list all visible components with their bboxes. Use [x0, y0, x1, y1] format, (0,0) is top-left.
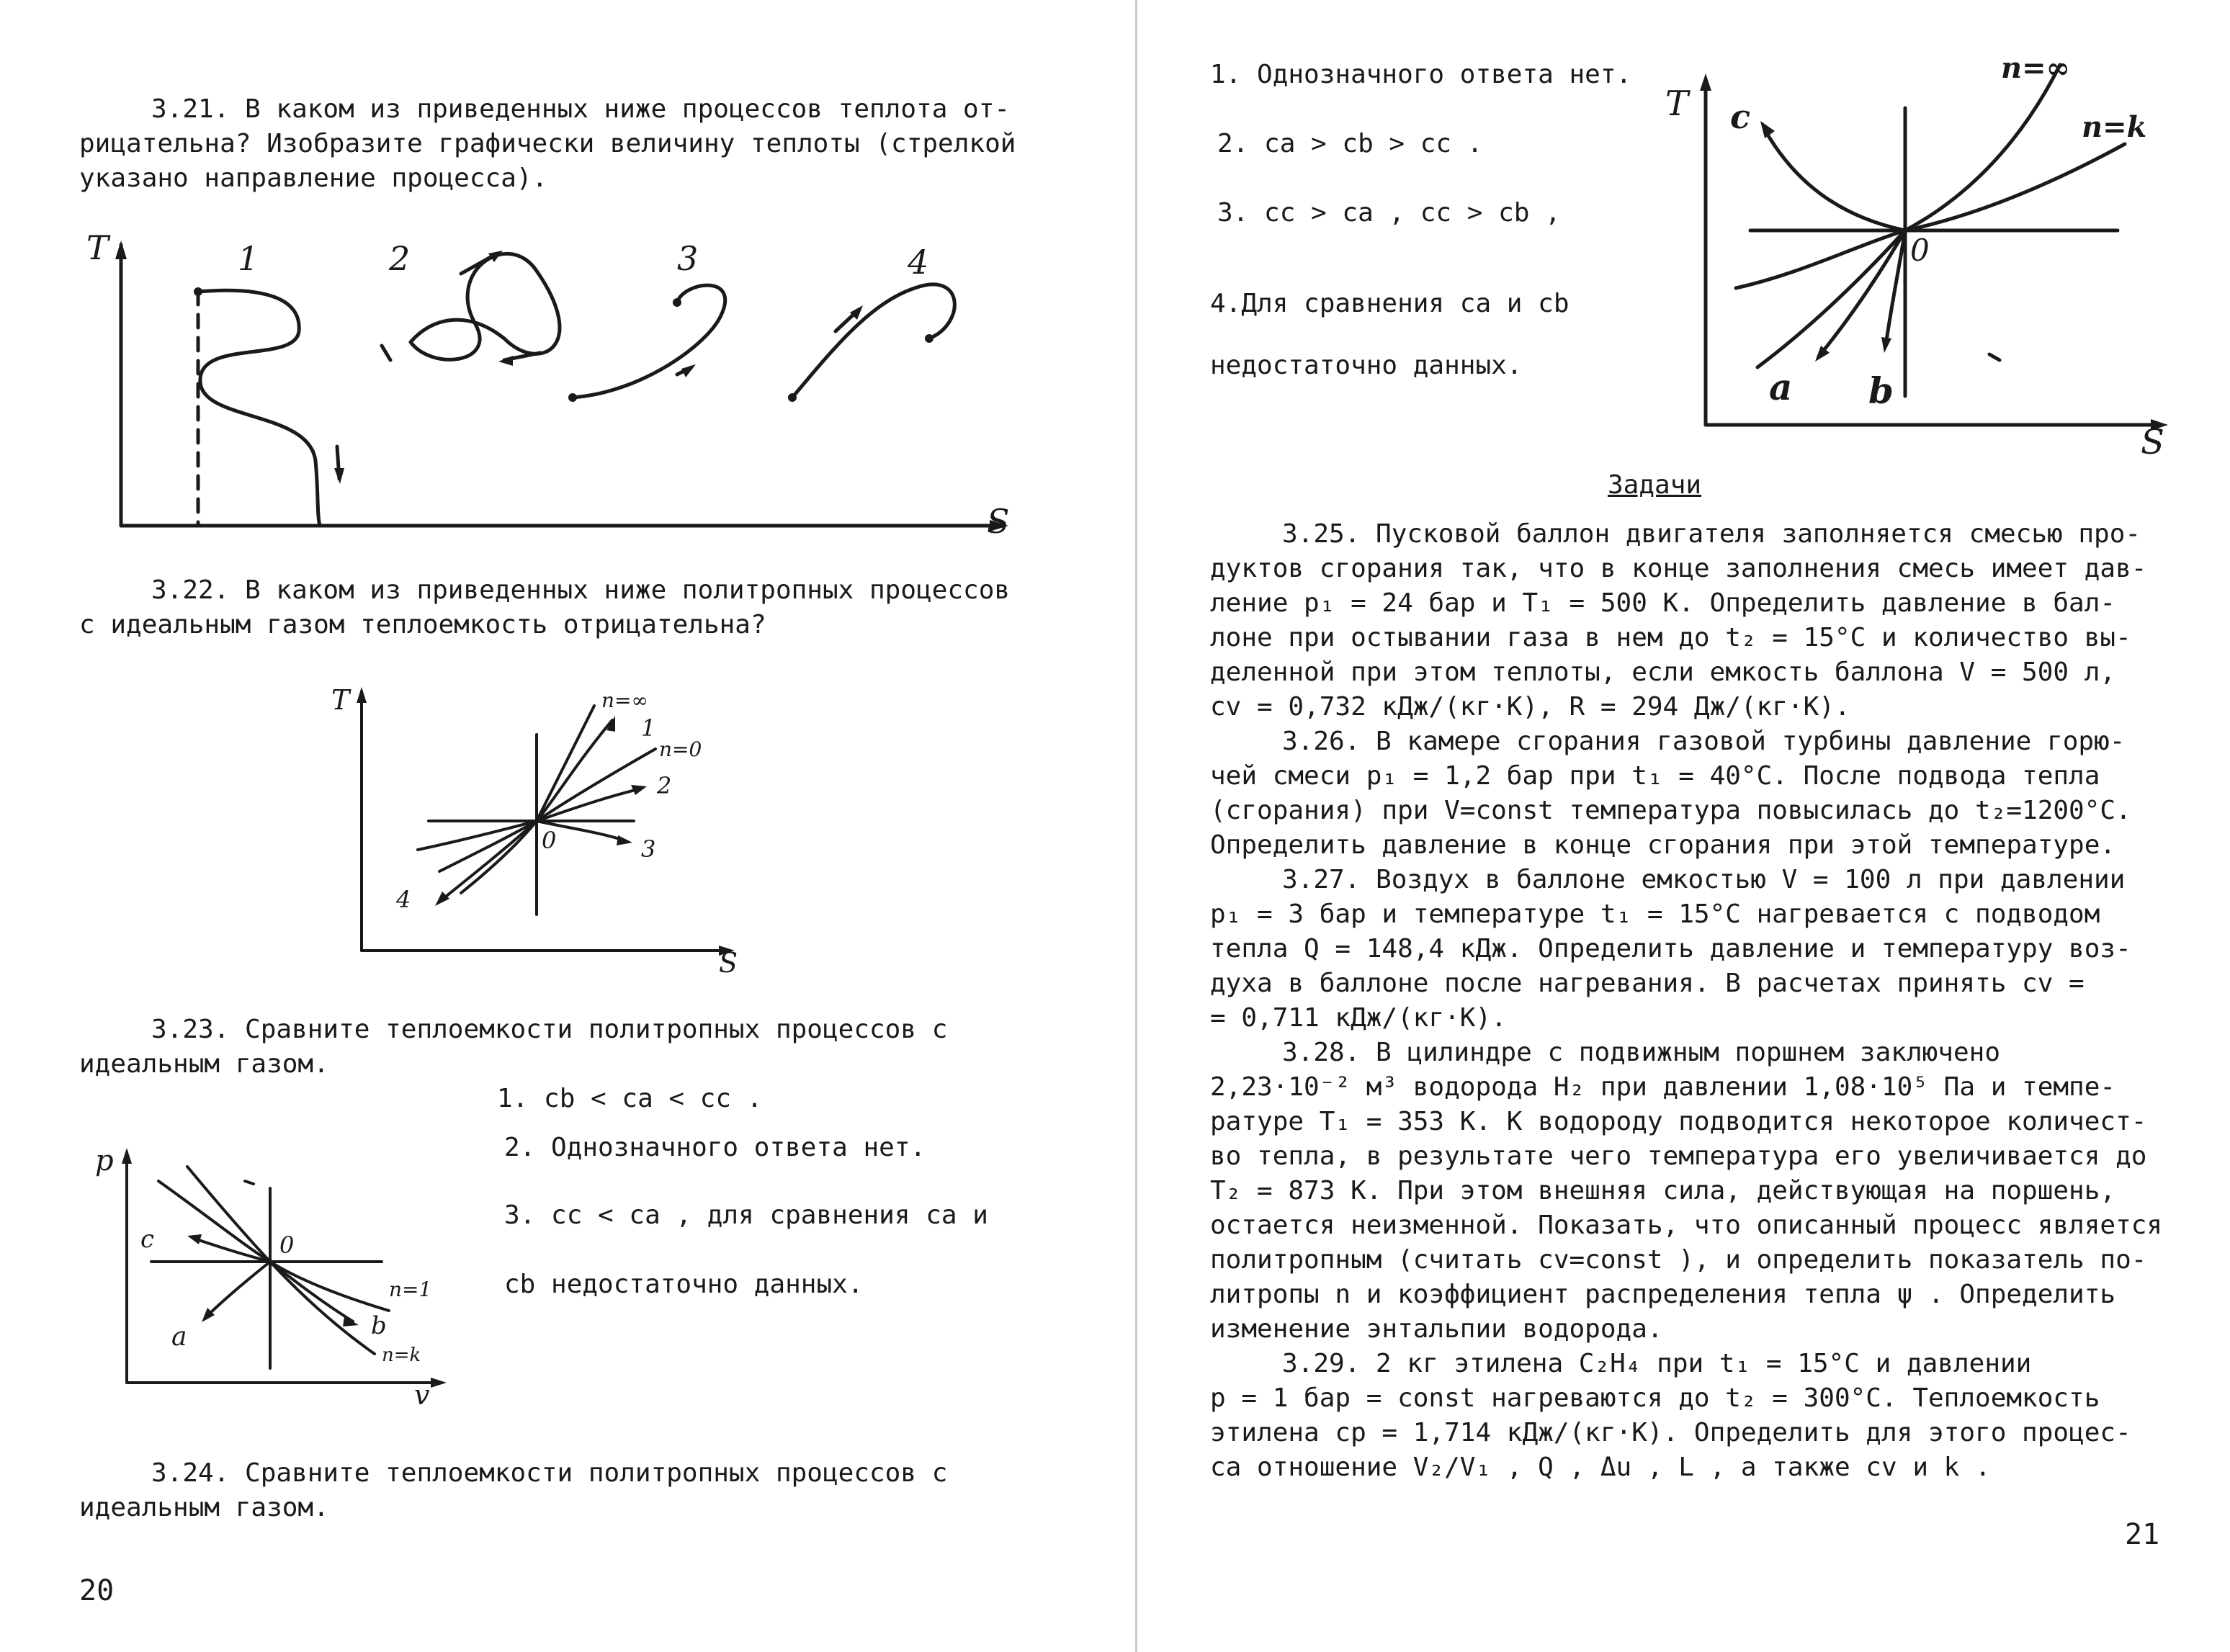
- section-title-text: Задачи: [1608, 470, 1702, 500]
- problem-3-29-line-2: p = 1 бар = const нагреваются до t₂ = 300°C. Теплоемкость: [1210, 1383, 2100, 1413]
- book-fold: [1135, 0, 1137, 1652]
- option-3-23-3-cont: cb недостаточно данных.: [504, 1270, 864, 1299]
- section-title: [1608, 468, 1701, 503]
- problem-3-28-line-6: остается неизменной. Показать, что описанный процесс является: [1210, 1211, 2163, 1240]
- line-b: [270, 1262, 353, 1321]
- line-n-inf: [1905, 65, 2060, 230]
- problem-3-25-line-5: деленной при этом теплоты, если емкость баллона V = 500 л,: [1210, 657, 2116, 687]
- option-3-23-3: 3. cc < ca , для сравнения ca и: [504, 1200, 988, 1230]
- option-3-24-4-cont: недостаточно данных.: [1210, 351, 1523, 380]
- label-c: c: [1730, 97, 1751, 136]
- curve-label-3: 3: [677, 239, 699, 278]
- origin-label: 0: [542, 827, 557, 854]
- label-a: a: [171, 1322, 187, 1352]
- problem-3-25-line-3: ление p₁ = 24 бар и T₁ = 500 K. Определить давление в бал-: [1210, 588, 2116, 618]
- problem-3-29-line-4: са отношение V₂/V₁ , Q , Δu , L , а также cv и k .: [1210, 1453, 1991, 1482]
- x-label: v: [414, 1379, 430, 1411]
- process-curve-2: [411, 253, 560, 359]
- problem-3-28-line-8: литропы n и коэффициент распределения тепла ψ . Определить: [1210, 1280, 2116, 1309]
- problem-3-29-line-3: этилена cp = 1,714 кДж/(кг·K). Определить для этого процес-: [1210, 1418, 2131, 1447]
- origin-label: 0: [279, 1231, 295, 1259]
- problem-3-25-line-6: cv = 0,732 кДж/(кг·K), R = 294 Дж/(кг·K).: [1210, 692, 1850, 722]
- problem-3-28-line-3: ратуре T₁ = 353 K. К водороду подводится некоторое количест-: [1210, 1107, 2147, 1136]
- problem-3-27-line-3: тепла Q = 148,4 кДж. Определить давление и температуру воз-: [1210, 934, 2131, 964]
- x-label: S: [2141, 422, 2164, 462]
- page-number-left: 20: [79, 1574, 115, 1607]
- label-n-0: n=0: [659, 737, 702, 761]
- process-curve-1: [198, 290, 320, 526]
- line-n-k: [1905, 144, 2125, 230]
- x-label: S: [719, 947, 738, 979]
- option-3-23-1: 1. cb < ca < cc .: [497, 1084, 763, 1113]
- label-2: 2: [657, 772, 672, 799]
- problem-3-28-line-2: 2,23·10⁻² м³ водорода H₂ при давлении 1,08·10⁵ Па и темпе-: [1210, 1072, 2116, 1102]
- label-n-k: n=k: [382, 1345, 421, 1366]
- y-label: T: [331, 684, 350, 716]
- problem-3-23-line-2: идеальным газом.: [79, 1049, 329, 1079]
- label-4: 4: [396, 886, 411, 913]
- problem-3-27-line-4: духа в баллоне после нагревания. В расчетах принять cv =: [1210, 969, 2085, 998]
- problem-3-26-line-4: Определить давление в конце сгорания при этой температуре.: [1210, 830, 2116, 860]
- problem-3-22-line-2: с идеальным газом теплоемкость отрицательна?: [79, 610, 766, 639]
- line-ref-2: [1757, 230, 1905, 367]
- ts-diagram-3-22: [324, 677, 756, 979]
- option-3-24-1: 1. Однозначного ответа нет.: [1210, 60, 1632, 89]
- curve-label-1: 1: [238, 239, 259, 278]
- problem-3-28-line-4: во тепла, в результате чего температура его увеличивается до: [1210, 1141, 2147, 1171]
- problem-3-28-line-1: 3.28. В цилиндре с подвижным поршнем заключено: [1282, 1038, 2000, 1067]
- line-a: [1819, 230, 1905, 356]
- y-label: T: [86, 228, 109, 267]
- label-3: 3: [641, 835, 656, 863]
- problem-3-28-line-5: T₂ = 873 K. При этом внешняя сила, действующая на поршень,: [1210, 1176, 2116, 1206]
- option-3-23-2: 2. Однозначного ответа нет.: [504, 1133, 926, 1162]
- line-2: [418, 789, 641, 850]
- y-label: p: [95, 1144, 114, 1177]
- origin-label: 0: [1910, 233, 1930, 268]
- label-b: b: [1868, 369, 1894, 412]
- problem-3-22-line-1: 3.22. В каком из приведенных ниже политропных процессов: [151, 575, 1011, 605]
- label-b: b: [371, 1311, 387, 1340]
- problem-3-28-line-9: изменение энтальпии водорода.: [1210, 1314, 1663, 1344]
- problem-3-26-line-2: чей смеси p₁ = 1,2 бар при t₁ = 40°C. После подвода тепла: [1210, 761, 2100, 791]
- process-curve-3: [573, 285, 725, 398]
- problem-3-29-line-1: 3.29. 2 кг этилена C₂H₄ при t₁ = 15°C и давлении: [1282, 1349, 2032, 1378]
- label-c: c: [140, 1225, 155, 1254]
- option-3-24-2: 2. ca > cb > cc .: [1217, 129, 1483, 158]
- x-label: S: [987, 502, 1010, 541]
- line-a: [205, 1262, 270, 1318]
- problem-3-21-line-1: 3.21. В каком из приведенных ниже процессов теплота от-: [151, 94, 1011, 124]
- problem-3-25-line-4: лоне при остывании газа в нем до t₂ = 15°C и количество вы-: [1210, 623, 2131, 652]
- pv-diagram-3-23: [86, 1138, 461, 1411]
- label-n-k: n=k: [2082, 110, 2147, 144]
- problem-3-26-line-1: 3.26. В камере сгорания газовой турбины давление горю-: [1282, 727, 2126, 756]
- problem-3-25-line-2: дуктов сгорания так, что в конце заполнения смесь имеет дав-: [1210, 554, 2147, 583]
- problem-3-27-line-2: p₁ = 3 бар и температуре t₁ = 15°C нагревается с подводом: [1210, 899, 2100, 929]
- line-n-1: [158, 1181, 389, 1311]
- ts-diagram-3-24: [1657, 43, 2175, 461]
- option-3-24-4: 4.Для сравнения ca и cb: [1210, 289, 1569, 318]
- problem-3-21-line-3: указано направление процесса).: [79, 163, 548, 193]
- line-c: [1765, 130, 1905, 230]
- curve-label-2: 2: [389, 239, 411, 278]
- label-n-1: n=1: [389, 1278, 432, 1301]
- problem-3-24-line-2: идеальным газом.: [79, 1493, 329, 1522]
- problem-3-27-line-5: = 0,711 кДж/(кг·K).: [1210, 1003, 1507, 1033]
- label-a: a: [1769, 366, 1793, 408]
- problem-3-23-line-1: 3.23. Сравните теплоемкости политропных процессов с: [151, 1015, 948, 1044]
- y-label: T: [1665, 84, 1689, 124]
- problem-3-21-line-2: рицательна? Изобразите графически величину теплоты (стрелкой: [79, 129, 1016, 158]
- label-n-inf: n=∞: [2001, 51, 2070, 85]
- curve-label-4: 4: [908, 243, 929, 282]
- option-3-24-3: 3. cc > ca , cc > cb ,: [1217, 198, 1561, 228]
- problem-3-25-line-1: 3.25. Пусковой баллон двигателя заполняется смесью про-: [1282, 519, 2141, 549]
- label-n-inf: n=∞: [601, 688, 648, 712]
- problem-3-27-line-1: 3.27. Воздух в баллоне емкостью V = 100 л при давлении: [1282, 865, 2126, 894]
- problem-3-28-line-7: политропным (считать cv=const ), и определить показатель по-: [1210, 1245, 2147, 1275]
- ts-diagram-3-21: [72, 230, 1023, 547]
- page-number-right: 21: [2125, 1518, 2160, 1551]
- problem-3-26-line-3: (сгорания) при V=const температура повысилась до t₂=1200°C.: [1210, 796, 2131, 825]
- problem-3-24-line-1: 3.24. Сравните теплоемкости политропных процессов с: [151, 1458, 948, 1488]
- label-1: 1: [641, 714, 656, 742]
